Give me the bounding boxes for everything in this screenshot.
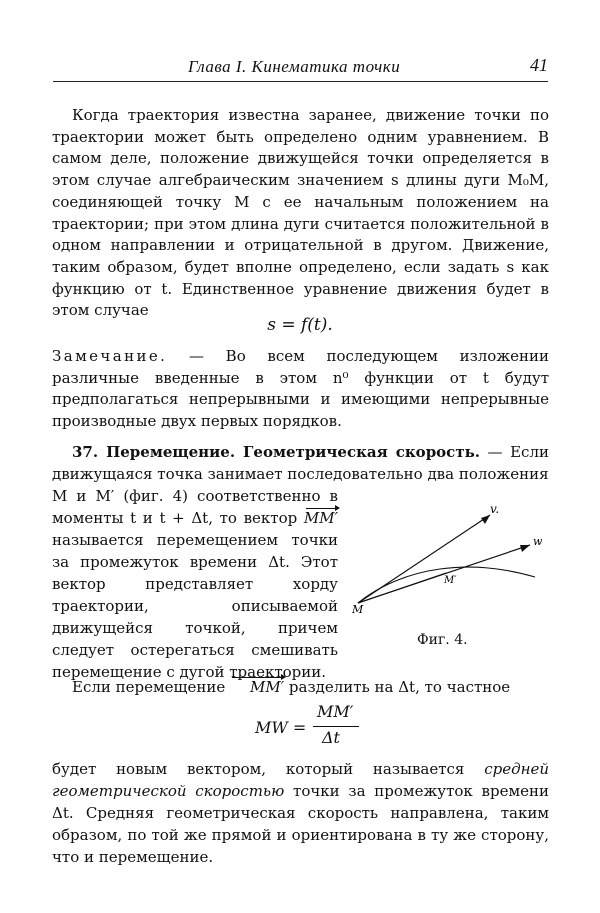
remark-text: — Во всем последующем изложении различные введенные в этом n⁰ функции от t будут предполагаться непрерывными и имеющими непрерывные производные двух первых порядков. — [52, 347, 549, 431]
paragraph-average-velocity — [52, 758, 549, 868]
equation-mw-denominator: Δt — [322, 728, 340, 747]
average-velocity-text-b: точки за промежуток времени Δt. Средняя геометрическая скорость направлена, таким образом, по той же прямой и ориентирована в ту же сторону, что и перемещение. — [52, 782, 549, 866]
vector-mm-prime-2: MM′ — [230, 676, 284, 698]
label-v: v. — [490, 502, 500, 516]
equation-s-f-t: s = f(t). — [267, 315, 333, 335]
paragraph-quotient — [52, 676, 549, 698]
paragraph-trajectory: Когда траектория известна заранее, движение точки по траектории может быть определено одним уравнением. В самом деле, положение движущейся точки определяется в этом случае алгебраическим значением s длины дуги M₀M, соединяющей точку M с ее начальным положением на траектории; при этом длина дуги считается положительной в одном направлении и отрицательной в другом. Движение, таким образом, будет вполне определено, если задать s как функцию от t. Единственное уравнение движения будет в этом случае — [52, 106, 549, 320]
figure-caption: Фиг. 4. — [417, 632, 468, 648]
vector-v-arrowhead — [481, 515, 490, 524]
displacement-text-a: M и M′ (фиг. 4) соответственно в моменты t и t + Δt, то вектор — [52, 487, 338, 527]
average-velocity-text-a: будет новым вектором, который называется — [52, 760, 485, 778]
paragraph-displacement — [52, 485, 338, 683]
label-m: M — [352, 603, 364, 616]
vector-mm-prime: MM′ — [303, 509, 338, 527]
chapter-title: Глава I. Кинематика точки — [188, 57, 401, 76]
label-w: w — [533, 535, 543, 548]
fraction-bar — [313, 726, 359, 727]
equation-mw-numerator: MM′ — [317, 702, 354, 721]
section-37-lead — [52, 441, 549, 485]
remark-label: Замечание. — [52, 347, 168, 365]
section-heading: 37. Перемещение. Геометрическая скорость. — [72, 443, 481, 461]
vector-w-arrowhead — [520, 545, 530, 552]
page-number: 41 — [530, 55, 548, 75]
paragraph-remark — [52, 346, 549, 433]
label-m-prime: M′ — [444, 575, 457, 586]
chord-mm-prime — [358, 573, 446, 603]
equation-mw-lhs: MW = — [255, 718, 307, 737]
section-lead-text: — Если движущаяся точка занимает последовательно два положения — [52, 443, 549, 483]
quotient-text-a: Если перемещение — [72, 678, 231, 696]
displacement-text-b: называется перемещением точки за промежуток времени Δt. Этот вектор представляет хорду траектории, описываемой движущейся точкой, причем следует остерегаться смешивать перемещение с дугой траектории. — [52, 531, 338, 681]
running-header — [188, 57, 548, 77]
quotient-text-b: разделить на Δt, то частное — [284, 678, 511, 696]
header-rule — [53, 81, 548, 82]
average-velocity-term: средней геометрической скоростью — [52, 760, 549, 800]
